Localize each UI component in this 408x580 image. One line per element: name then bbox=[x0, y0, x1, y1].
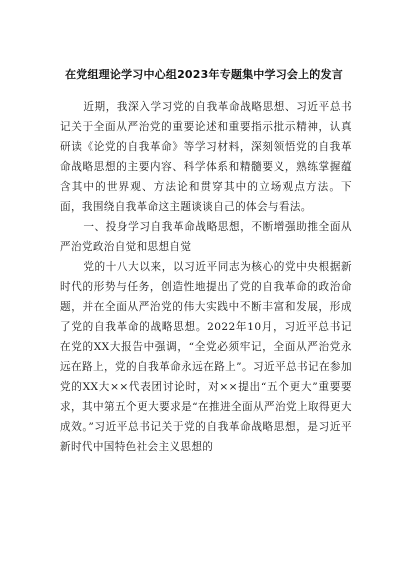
document-body bbox=[60, 97, 352, 457]
document-title: 在党组理论学习中心组2023年专题集中学习会上的发言 bbox=[65, 68, 343, 81]
body-paragraph: 党的十八大以来，以习近平同志为核心的党中央根据新时代的形势与任务，创造性地提出了党的自我革命的政治命题，并在全面从严治党的伟大实践中不断丰富和发展，形成了党的自我革命的战略思想。2022年10月，习近平总书记在党的XX大报告中强调，“全党必须牢记，全面从严治党永远在路上，党的自我革命永远在路上”。习近平总书记在参加党的XX大××代表团讨论时，对××提出“五个更大”重要要求，其中第五个更大要求是“在推进全面从严治党上取得更大成效。”习近平总书记关于党的自我革命战略思想，是习近平新时代中国特色社会主义思想的 bbox=[60, 261, 352, 453]
intro-paragraph: 近期，我深入学习党的自我革命战略思想、习近平总书记关于全面从严治党的重要论述和重要指示批示精神，认真研读《论党的自我革命》等学习材料，深刻领悟党的自我革命战略思想的主要内容、科学体系和精髓要义，熟练掌握蕴含其中的世界观、方法论和贯穿其中的立场观点方法。下面，我围绕自我革命这主题谈谈自己的体会与看法。 bbox=[60, 101, 352, 213]
section-heading: 一、投身学习自我革命战略思想，不断增强助推全面从严治党政治自觉和思想自觉 bbox=[60, 221, 352, 253]
